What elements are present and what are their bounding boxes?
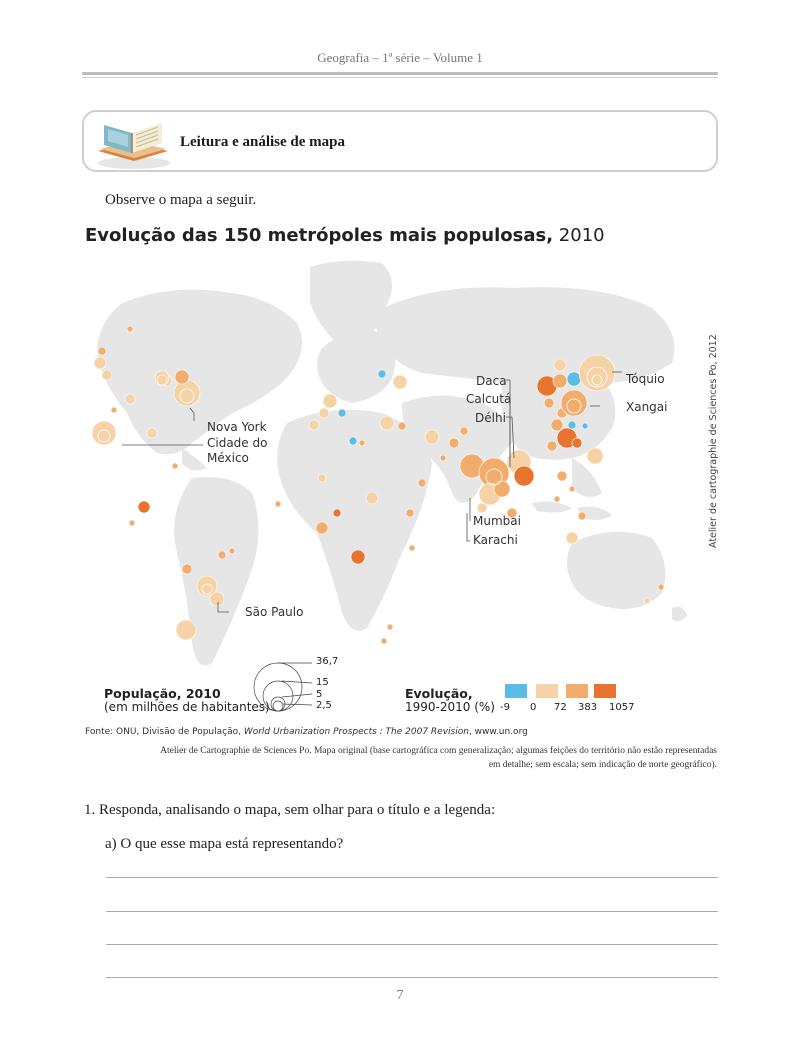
evolution-legend-swatches <box>505 684 616 698</box>
label-nova-york: Nova York <box>207 420 267 434</box>
evolution-break-4: 383 <box>578 702 598 713</box>
city-circle-toquio <box>579 355 615 391</box>
swatch-low <box>536 684 558 698</box>
swatch-mid <box>566 684 588 698</box>
swatch-negative <box>505 684 527 698</box>
evolution-break-5: 1057 <box>609 702 635 713</box>
evolution-legend-subtitle: 1990-2010 (%) <box>405 700 495 714</box>
answer-line-3[interactable] <box>106 944 718 945</box>
map-note <box>85 744 717 772</box>
population-legend-title: População, 2010 <box>104 686 221 701</box>
evolution-break-3: 72 <box>554 702 567 713</box>
section-box <box>82 110 718 172</box>
label-calcuta: Calcutá <box>466 392 512 406</box>
city-circle-mexico <box>92 421 116 445</box>
label-mumbai: Mumbai <box>473 514 521 528</box>
swatch-high <box>594 684 616 698</box>
page-number: 7 <box>396 988 404 1003</box>
page-header: Geografia – 1ª série – Volume 1 <box>317 50 483 65</box>
source-publication: World Urbanization Prospects : The 2007 Revision <box>243 727 469 737</box>
label-toquio: Tóquio <box>626 372 665 386</box>
map-note-line-2: em detalhe; sem escala; sem indicação de norte geográfico). <box>488 760 717 770</box>
population-value-3: 5 <box>316 689 323 700</box>
label-sao-paulo: São Paulo <box>245 605 304 619</box>
section-title: Leitura e análise de mapa <box>180 134 345 150</box>
map-title <box>85 225 605 246</box>
intro-text: Observe o mapa a seguir. <box>105 192 257 208</box>
answer-line-4[interactable] <box>106 977 718 978</box>
source-suffix: , www.un.org <box>468 727 528 737</box>
map-note-line-1: Atelier de Cartographie de Sciences Po. Mapa original (base cartográfica com generalização; algumas feições do território não estão representadas <box>160 746 717 756</box>
label-xangai: Xangai <box>626 400 668 414</box>
city-circle-daca <box>514 466 534 486</box>
population-value-4: 2,5 <box>316 700 332 711</box>
city-circle-xangai <box>561 390 587 416</box>
book-icon <box>92 113 174 171</box>
label-cidade-mexico-2: México <box>207 451 249 465</box>
label-cidade-mexico-1: Cidade do <box>207 436 268 450</box>
label-daca: Daca <box>476 374 507 388</box>
evolution-break-2: 0 <box>530 702 537 713</box>
answer-line-1[interactable] <box>106 877 718 878</box>
header-rule-thin <box>82 77 718 78</box>
population-legend-subtitle: (em milhões de habitantes) <box>104 700 270 714</box>
map-credit-vertical: Atelier de cartographie de Sciences Po, 2012 <box>708 334 719 548</box>
population-value-2: 15 <box>316 677 329 688</box>
population-value-1: 36,7 <box>316 656 339 667</box>
evolution-legend-title: Evolução, <box>405 686 473 701</box>
map-title-main: Evolução das 150 metrópoles mais populosas, <box>85 225 554 246</box>
city-circle-nova-york <box>174 380 200 406</box>
source-prefix: Fonte: ONU, Divisão de População, <box>85 727 244 737</box>
world-map <box>82 253 718 723</box>
map-source <box>85 727 528 737</box>
question-1a: a) O que esse mapa está representando? <box>105 836 344 852</box>
answer-line-2[interactable] <box>106 911 718 912</box>
label-delhi: Délhi <box>475 411 506 425</box>
header-rule <box>82 72 718 75</box>
map-title-year: 2010 <box>553 225 605 246</box>
question-1: 1. Responda, analisando o mapa, sem olhar para o título e a legenda: <box>84 802 496 818</box>
evolution-break-1: -9 <box>500 702 510 713</box>
label-karachi: Karachi <box>473 533 518 547</box>
